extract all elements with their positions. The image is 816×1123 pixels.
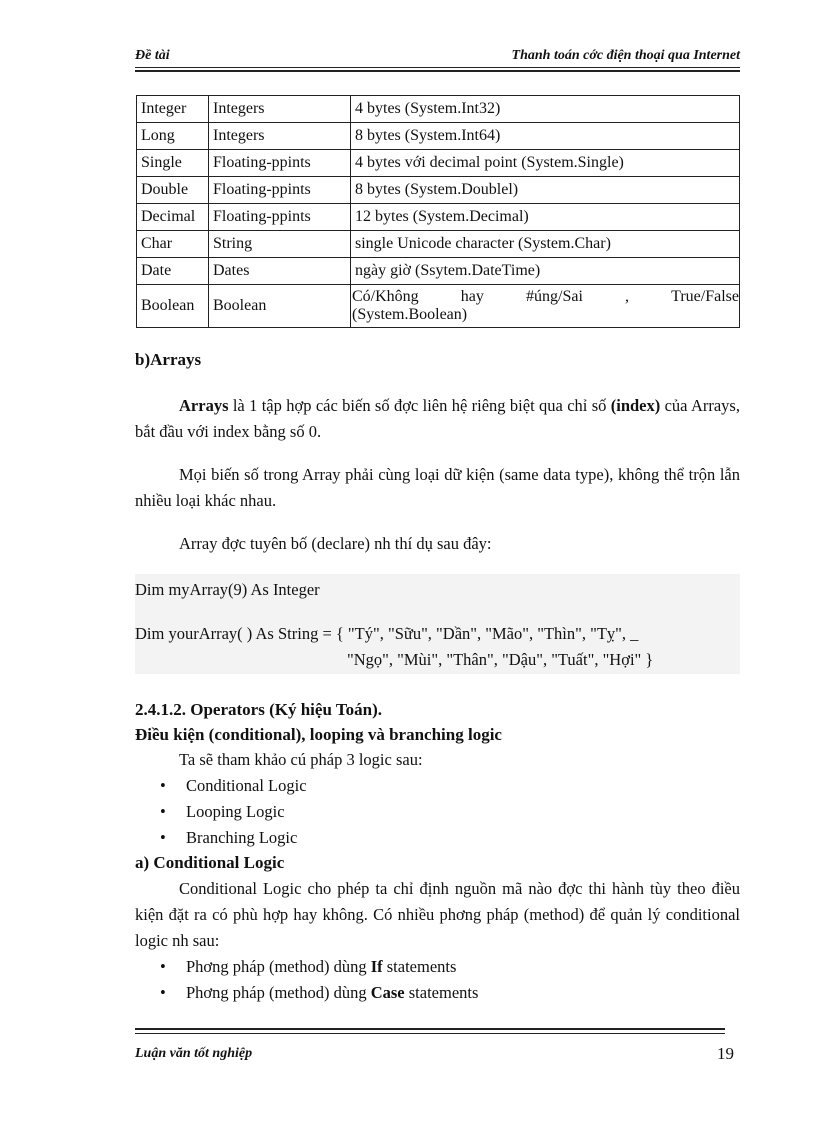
list-item: • Looping Logic bbox=[160, 799, 307, 825]
operators-intro: Ta sẽ tham khảo cú pháp 3 logic sau: bbox=[179, 750, 423, 769]
table-row bbox=[137, 96, 740, 123]
header-rule bbox=[135, 67, 740, 68]
conditional-subheading: Điều kiện (conditional), looping và branching logic bbox=[135, 725, 502, 744]
size-cell: Có/Không hay #úng/Sai , True/False (System.Boolean) bbox=[351, 285, 740, 328]
type-cell: Decimal bbox=[137, 204, 209, 231]
arrays-paragraph-3: Array đợc tuyên bố (declare) nh thí dụ sau đây: bbox=[179, 534, 492, 553]
bullet-icon: • bbox=[160, 828, 166, 847]
conditional-logic-heading: a) Conditional Logic bbox=[135, 853, 285, 872]
table-row bbox=[137, 258, 740, 285]
logic-bullet-list bbox=[160, 773, 307, 851]
category-cell: Dates bbox=[209, 258, 351, 285]
page-number: 19 bbox=[717, 1044, 734, 1063]
table-row bbox=[137, 150, 740, 177]
size-cell: 8 bytes (System.Int64) bbox=[351, 123, 740, 150]
header-rule-thick bbox=[135, 70, 740, 72]
code-line-3: "Ngọ", "Mùi", "Thân", "Dậu", "Tuất", "Hợi" } bbox=[347, 650, 654, 669]
table-row bbox=[137, 204, 740, 231]
table-row bbox=[137, 177, 740, 204]
category-cell: Integers bbox=[209, 123, 351, 150]
code-line-1: Dim myArray(9) As Integer bbox=[135, 580, 320, 599]
bullet-icon: • bbox=[160, 802, 166, 821]
size-cell: ngày giờ (Ssytem.DateTime) bbox=[351, 258, 740, 285]
header-left: Đề tài bbox=[135, 48, 170, 63]
type-cell: Date bbox=[137, 258, 209, 285]
code-block bbox=[135, 574, 740, 674]
category-cell: Integers bbox=[209, 96, 351, 123]
category-cell: Floating-ppints bbox=[209, 177, 351, 204]
data-types-table bbox=[136, 95, 740, 328]
operators-heading: 2.4.1.2. Operators (Ký hiệu Toán). bbox=[135, 700, 382, 719]
category-cell: String bbox=[209, 231, 351, 258]
table-row bbox=[137, 285, 740, 328]
arrays-paragraph-2: Mọi biến số trong Array phải cùng loại dữ kiện (same data type), không thể trộn lẫn nhiều loại khác nhau. bbox=[135, 465, 740, 510]
type-cell: Single bbox=[137, 150, 209, 177]
size-cell: 8 bytes (System.Doublel) bbox=[351, 177, 740, 204]
size-cell: single Unicode character (System.Char) bbox=[351, 231, 740, 258]
list-item: • Conditional Logic bbox=[160, 773, 307, 799]
arrays-p1-text: là 1 tập hợp các biến số đợc liên hệ riêng biệt qua chỉ số bbox=[228, 396, 611, 415]
size-cell: 4 bytes (System.Int32) bbox=[351, 96, 740, 123]
size-cell: 12 bytes (System.Decimal) bbox=[351, 204, 740, 231]
code-line-2: Dim yourArray( ) As String = { "Tý", "Sữu", "Dần", "Mão", "Thìn", "Tỵ", _ bbox=[135, 624, 639, 643]
list-item: • Phơng pháp (method) dùng If statements bbox=[160, 954, 478, 980]
conditional-paragraph: Conditional Logic cho phép ta chỉ định nguồn mã nào đợc thi hành tùy theo điều kiện đặt ra có phù hợp hay không. Có nhiều phơng pháp (method) để quản lý conditional logic nh sau: bbox=[135, 879, 740, 950]
table-row bbox=[137, 123, 740, 150]
bullet-icon: • bbox=[160, 776, 166, 795]
bullet-icon: • bbox=[160, 983, 166, 1002]
arrays-term: Arrays bbox=[179, 396, 229, 415]
footer-rule-thick bbox=[135, 1028, 725, 1030]
index-term: (index) bbox=[610, 396, 661, 415]
type-cell: Boolean bbox=[137, 285, 209, 328]
footer-rule bbox=[135, 1033, 725, 1034]
method-bullet-list bbox=[160, 954, 478, 1006]
category-cell: Floating-ppints bbox=[209, 204, 351, 231]
list-item: • Phơng pháp (method) dùng Case statements bbox=[160, 980, 478, 1006]
type-cell: Char bbox=[137, 231, 209, 258]
arrays-p1-end: của Arrays, bắt đầu với index bằng số 0. bbox=[135, 396, 740, 441]
type-cell: Long bbox=[137, 123, 209, 150]
header-right: Thanh toán cớc điện thoại qua Internet bbox=[511, 48, 740, 63]
category-cell: Floating-ppints bbox=[209, 150, 351, 177]
footer-title: Luận văn tốt nghiệp bbox=[135, 1046, 253, 1061]
arrays-paragraph-1 bbox=[135, 393, 740, 445]
type-cell: Double bbox=[137, 177, 209, 204]
size-cell: 4 bytes với decimal point (System.Single) bbox=[351, 150, 740, 177]
page-header bbox=[135, 40, 740, 70]
type-cell: Integer bbox=[137, 96, 209, 123]
arrays-heading: b)Arrays bbox=[135, 350, 202, 369]
table-row bbox=[137, 231, 740, 258]
category-cell: Boolean bbox=[209, 285, 351, 328]
bullet-icon: • bbox=[160, 957, 166, 976]
list-item: • Branching Logic bbox=[160, 825, 307, 851]
